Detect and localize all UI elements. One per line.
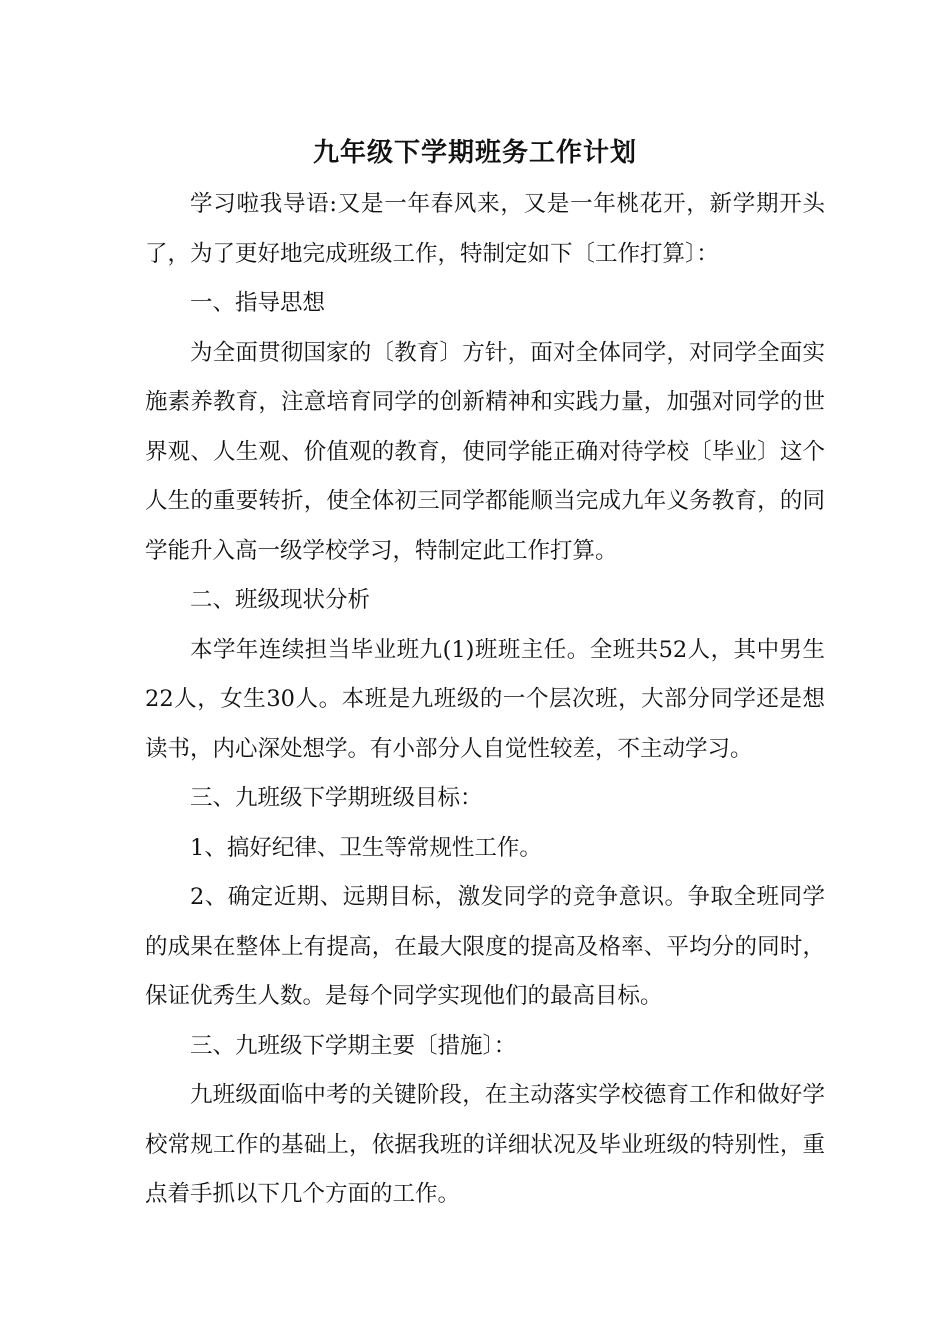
document-title: 九年级下学期班务工作计划 (312, 138, 637, 168)
section-heading-main-measures: 三、九班级下学期主要〔措施〕： (190, 1032, 517, 1059)
main-measures-paragraph: 九班级面临中考的关键阶段，在主动落实学校德育工作和做好学校常规工作的基础上，依据我班的详细状况及毕业班级的特别性，重点着手抓以下几个方面的工作。 (145, 1082, 825, 1207)
section-heading-class-goals: 三、九班级下学期班级目标： (190, 785, 483, 811)
class-status-paragraph: 本学年连续担当毕业班九(1)班班主任。全班共52人，其中男生22人，女生30人。本班是九班级的一个层次班，大部分同学还是想读书，内心深处想学。有小部分人自觉性较差，不主动学习。 (145, 636, 825, 762)
section-heading-guiding-ideology: 一、指导思想 (190, 290, 326, 316)
document-body (145, 180, 825, 1220)
guiding-ideology-paragraph: 为全面贯彻国家的〔教育〕方针，面对全体同学，对同学全面实施素养教育，注意培育同学的创新精神和实践力量，加强对同学的世界观、人生观、价值观的教育，使同学能正确对待学校〔毕业〕这个人生的重要转折，使全体初三同学都能顺当完成九年义务教育，的同学能升入高一级学校学习，特制定此工作打算。 (145, 339, 825, 564)
section-heading-class-status: 二、班级现状分析 (190, 587, 371, 613)
intro-paragraph: 学习啦我导语:又是一年春风来，又是一年桃花开，新学期开头了，为了更好地完成班级工作，特制定如下〔工作打算〕： (145, 191, 825, 267)
goal-item-1: 1、搞好纪律、卫生等常规性工作。 (190, 834, 542, 861)
goal-item-2: 2、确定近期、远期目标，激发同学的竞争意识。争取全班同学的成果在整体上有提高，在最大限度的提高及格率、平均分的同时，保证优秀生人数。是每个同学实现他们的最高目标。 (145, 884, 825, 1009)
